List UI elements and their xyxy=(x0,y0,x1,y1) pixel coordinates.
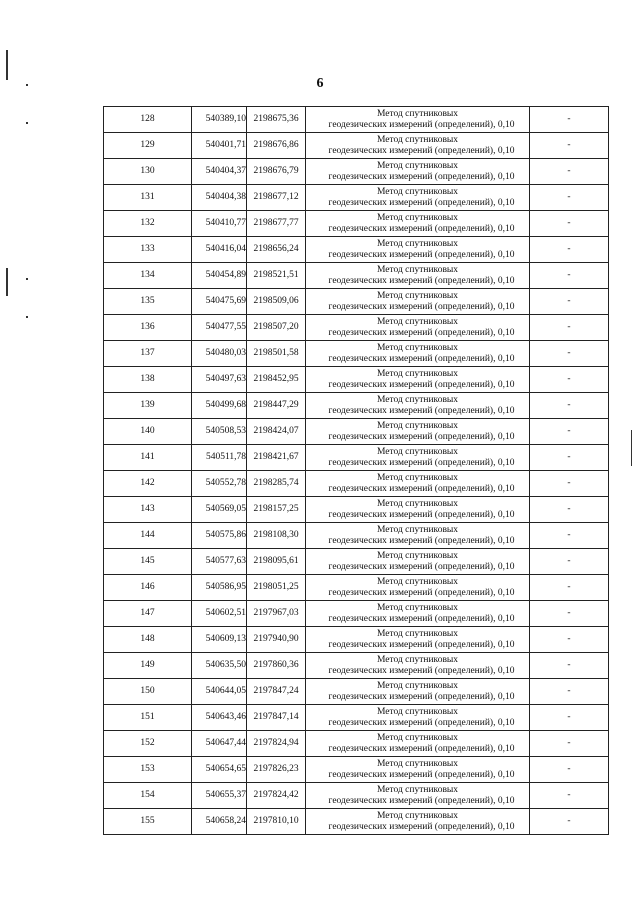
method-line-1: Метод спутниковых xyxy=(376,108,459,119)
point-number: 146 xyxy=(104,575,192,601)
coordinate-y: 2197826,23 xyxy=(247,757,306,783)
table-row xyxy=(104,601,609,627)
method-line-2: геодезических измерений (определений), 0,10 xyxy=(328,743,515,754)
point-number: 142 xyxy=(104,471,192,497)
method-cell xyxy=(306,497,530,523)
coordinate-x: 540655,37 xyxy=(192,783,247,809)
coordinate-y: 2198447,29 xyxy=(247,393,306,419)
coordinate-y: 2198509,06 xyxy=(247,289,306,315)
coordinate-x: 540602,51 xyxy=(192,601,247,627)
coordinate-y: 2198507,20 xyxy=(247,315,306,341)
point-number: 144 xyxy=(104,523,192,549)
table-row xyxy=(104,809,609,835)
method-line-1: Метод спутниковых xyxy=(376,394,459,405)
table-row xyxy=(104,575,609,601)
note-cell: - xyxy=(530,133,609,159)
coordinate-x: 540658,24 xyxy=(192,809,247,835)
table-row xyxy=(104,315,609,341)
table-row xyxy=(104,367,609,393)
method-line-1: Метод спутниковых xyxy=(376,654,459,665)
method-line-2: геодезических измерений (определений), 0,10 xyxy=(328,249,515,260)
point-number: 131 xyxy=(104,185,192,211)
table-row xyxy=(104,263,609,289)
method-line-2: геодезических измерений (определений), 0,10 xyxy=(328,613,515,624)
point-number: 140 xyxy=(104,419,192,445)
point-number: 130 xyxy=(104,159,192,185)
method-line-1: Метод спутниковых xyxy=(376,342,459,353)
note-cell: - xyxy=(530,523,609,549)
table-row xyxy=(104,471,609,497)
table-row xyxy=(104,185,609,211)
point-number: 134 xyxy=(104,263,192,289)
method-line-2: геодезических измерений (определений), 0,10 xyxy=(328,821,515,832)
method-cell xyxy=(306,133,530,159)
coordinate-x: 540569,05 xyxy=(192,497,247,523)
coordinate-x: 540480,03 xyxy=(192,341,247,367)
method-cell xyxy=(306,211,530,237)
method-line-2: геодезических измерений (определений), 0,10 xyxy=(328,275,515,286)
method-cell xyxy=(306,757,530,783)
point-number: 141 xyxy=(104,445,192,471)
coordinate-x: 540497,63 xyxy=(192,367,247,393)
method-line-2: геодезических измерений (определений), 0,10 xyxy=(328,717,515,728)
coordinate-x: 540635,50 xyxy=(192,653,247,679)
coordinate-y: 2197967,03 xyxy=(247,601,306,627)
note-cell: - xyxy=(530,575,609,601)
point-number: 129 xyxy=(104,133,192,159)
method-cell xyxy=(306,809,530,835)
coordinate-y: 2197847,14 xyxy=(247,705,306,731)
note-cell: - xyxy=(530,159,609,185)
coordinate-x: 540609,13 xyxy=(192,627,247,653)
method-line-2: геодезических измерений (определений), 0,10 xyxy=(328,301,515,312)
method-line-2: геодезических измерений (определений), 0,10 xyxy=(328,119,515,130)
note-cell: - xyxy=(530,211,609,237)
note-cell: - xyxy=(530,237,609,263)
method-line-2: геодезических измерений (определений), 0,10 xyxy=(328,223,515,234)
method-line-2: геодезических измерений (определений), 0,10 xyxy=(328,431,515,442)
coordinate-y: 2198676,86 xyxy=(247,133,306,159)
coordinate-y: 2198108,30 xyxy=(247,523,306,549)
table-row xyxy=(104,211,609,237)
method-line-1: Метод спутниковых xyxy=(376,264,459,275)
coordinate-x: 540404,38 xyxy=(192,185,247,211)
coordinate-x: 540577,63 xyxy=(192,549,247,575)
table-row xyxy=(104,705,609,731)
coordinate-x: 540401,71 xyxy=(192,133,247,159)
coordinate-y: 2198677,77 xyxy=(247,211,306,237)
note-cell: - xyxy=(530,341,609,367)
method-cell xyxy=(306,237,530,263)
coordinate-x: 540654,65 xyxy=(192,757,247,783)
method-line-2: геодезических измерений (определений), 0,10 xyxy=(328,197,515,208)
scan-dot xyxy=(26,278,28,280)
method-cell xyxy=(306,263,530,289)
note-cell: - xyxy=(530,549,609,575)
point-number: 154 xyxy=(104,783,192,809)
note-cell: - xyxy=(530,419,609,445)
method-line-2: геодезических измерений (определений), 0,10 xyxy=(328,587,515,598)
coordinate-y: 2198157,25 xyxy=(247,497,306,523)
coordinate-y: 2198677,12 xyxy=(247,185,306,211)
method-cell xyxy=(306,367,530,393)
method-line-2: геодезических измерений (определений), 0,10 xyxy=(328,353,515,364)
coordinate-y: 2198675,36 xyxy=(247,107,306,133)
method-line-1: Метод спутниковых xyxy=(376,732,459,743)
point-number: 155 xyxy=(104,809,192,835)
method-line-2: геодезических измерений (определений), 0,10 xyxy=(328,665,515,676)
coordinate-x: 540389,10 xyxy=(192,107,247,133)
method-line-1: Метод спутниковых xyxy=(376,498,459,509)
point-number: 148 xyxy=(104,627,192,653)
coordinate-y: 2197810,10 xyxy=(247,809,306,835)
note-cell: - xyxy=(530,809,609,835)
table-row xyxy=(104,523,609,549)
table-row xyxy=(104,627,609,653)
point-number: 152 xyxy=(104,731,192,757)
scan-dot xyxy=(26,316,28,318)
table-row xyxy=(104,107,609,133)
point-number: 143 xyxy=(104,497,192,523)
method-line-2: геодезических измерений (определений), 0,10 xyxy=(328,483,515,494)
method-line-1: Метод спутниковых xyxy=(376,420,459,431)
method-line-2: геодезических измерений (определений), 0,10 xyxy=(328,535,515,546)
coordinate-x: 540511,78 xyxy=(192,445,247,471)
table-row xyxy=(104,731,609,757)
method-cell xyxy=(306,419,530,445)
coordinate-y: 2197860,36 xyxy=(247,653,306,679)
page-number: 6 xyxy=(316,76,324,91)
method-cell xyxy=(306,185,530,211)
method-cell xyxy=(306,783,530,809)
point-number: 147 xyxy=(104,601,192,627)
coordinate-x: 540475,69 xyxy=(192,289,247,315)
table-row xyxy=(104,237,609,263)
method-line-1: Метод спутниковых xyxy=(376,602,459,613)
method-line-2: геодезических измерений (определений), 0,10 xyxy=(328,795,515,806)
note-cell: - xyxy=(530,679,609,705)
point-number: 153 xyxy=(104,757,192,783)
coordinate-y: 2198095,61 xyxy=(247,549,306,575)
method-cell xyxy=(306,653,530,679)
coordinate-y: 2198452,95 xyxy=(247,367,306,393)
note-cell: - xyxy=(530,731,609,757)
method-line-2: геодезических измерений (определений), 0,10 xyxy=(328,405,515,416)
note-cell: - xyxy=(530,471,609,497)
method-line-1: Метод спутниковых xyxy=(376,368,459,379)
method-cell xyxy=(306,289,530,315)
coordinate-y: 2198656,24 xyxy=(247,237,306,263)
note-cell: - xyxy=(530,263,609,289)
method-cell xyxy=(306,315,530,341)
coordinates-table-body xyxy=(104,107,609,835)
method-line-1: Метод спутниковых xyxy=(376,316,459,327)
method-cell xyxy=(306,575,530,601)
coordinate-x: 540644,05 xyxy=(192,679,247,705)
table-row xyxy=(104,341,609,367)
method-line-1: Метод спутниковых xyxy=(376,628,459,639)
coordinate-x: 540477,55 xyxy=(192,315,247,341)
point-number: 133 xyxy=(104,237,192,263)
method-line-1: Метод спутниковых xyxy=(376,758,459,769)
method-line-1: Метод спутниковых xyxy=(376,680,459,691)
point-number: 135 xyxy=(104,289,192,315)
coordinates-table xyxy=(103,106,609,835)
coordinate-x: 540499,68 xyxy=(192,393,247,419)
method-cell xyxy=(306,679,530,705)
coordinate-y: 2198421,67 xyxy=(247,445,306,471)
table-row xyxy=(104,289,609,315)
table-row xyxy=(104,445,609,471)
method-line-1: Метод спутниковых xyxy=(376,212,459,223)
coordinate-y: 2197824,94 xyxy=(247,731,306,757)
coordinate-x: 540508,53 xyxy=(192,419,247,445)
method-line-2: геодезических измерений (определений), 0,10 xyxy=(328,327,515,338)
coordinate-y: 2198285,74 xyxy=(247,471,306,497)
note-cell: - xyxy=(530,289,609,315)
note-cell: - xyxy=(530,653,609,679)
method-cell xyxy=(306,107,530,133)
point-number: 150 xyxy=(104,679,192,705)
method-cell xyxy=(306,705,530,731)
method-line-2: геодезических измерений (определений), 0,10 xyxy=(328,769,515,780)
table-row xyxy=(104,133,609,159)
method-line-1: Метод спутниковых xyxy=(376,160,459,171)
method-cell xyxy=(306,341,530,367)
coordinate-y: 2198676,79 xyxy=(247,159,306,185)
coordinate-y: 2197824,42 xyxy=(247,783,306,809)
method-cell xyxy=(306,627,530,653)
scan-margin-mark xyxy=(6,268,8,296)
coordinate-x: 540416,04 xyxy=(192,237,247,263)
point-number: 132 xyxy=(104,211,192,237)
method-cell xyxy=(306,523,530,549)
method-line-1: Метод спутниковых xyxy=(376,472,459,483)
coordinate-x: 540552,78 xyxy=(192,471,247,497)
point-number: 128 xyxy=(104,107,192,133)
note-cell: - xyxy=(530,783,609,809)
coordinate-x: 540410,77 xyxy=(192,211,247,237)
method-line-2: геодезических измерений (определений), 0,10 xyxy=(328,457,515,468)
point-number: 136 xyxy=(104,315,192,341)
method-line-2: геодезических измерений (определений), 0,10 xyxy=(328,145,515,156)
coordinate-y: 2197940,90 xyxy=(247,627,306,653)
point-number: 151 xyxy=(104,705,192,731)
table-row xyxy=(104,549,609,575)
point-number: 149 xyxy=(104,653,192,679)
table-row xyxy=(104,783,609,809)
note-cell: - xyxy=(530,497,609,523)
method-line-2: геодезических измерений (определений), 0,10 xyxy=(328,639,515,650)
method-line-1: Метод спутниковых xyxy=(376,290,459,301)
method-cell xyxy=(306,601,530,627)
table-row xyxy=(104,159,609,185)
coordinate-y: 2198521,51 xyxy=(247,263,306,289)
note-cell: - xyxy=(530,601,609,627)
coordinate-x: 540586,95 xyxy=(192,575,247,601)
coordinate-y: 2197847,24 xyxy=(247,679,306,705)
coordinate-x: 540575,86 xyxy=(192,523,247,549)
method-cell xyxy=(306,393,530,419)
note-cell: - xyxy=(530,705,609,731)
table-row xyxy=(104,653,609,679)
method-cell xyxy=(306,159,530,185)
coordinate-x: 540454,89 xyxy=(192,263,247,289)
method-line-1: Метод спутниковых xyxy=(376,524,459,535)
scan-dot xyxy=(26,122,28,124)
table-row xyxy=(104,497,609,523)
scan-margin-mark xyxy=(631,430,632,466)
note-cell: - xyxy=(530,367,609,393)
method-line-1: Метод спутниковых xyxy=(376,706,459,717)
method-line-1: Метод спутниковых xyxy=(376,784,459,795)
method-cell xyxy=(306,471,530,497)
note-cell: - xyxy=(530,757,609,783)
point-number: 145 xyxy=(104,549,192,575)
point-number: 138 xyxy=(104,367,192,393)
coordinate-x: 540643,46 xyxy=(192,705,247,731)
table-row xyxy=(104,757,609,783)
note-cell: - xyxy=(530,627,609,653)
note-cell: - xyxy=(530,393,609,419)
note-cell: - xyxy=(530,107,609,133)
method-cell xyxy=(306,445,530,471)
point-number: 139 xyxy=(104,393,192,419)
method-line-2: геодезических измерений (определений), 0,10 xyxy=(328,379,515,390)
method-line-1: Метод спутниковых xyxy=(376,446,459,457)
method-cell xyxy=(306,731,530,757)
note-cell: - xyxy=(530,315,609,341)
method-line-2: геодезических измерений (определений), 0,10 xyxy=(328,691,515,702)
method-cell xyxy=(306,549,530,575)
method-line-1: Метод спутниковых xyxy=(376,134,459,145)
coordinate-x: 540647,44 xyxy=(192,731,247,757)
point-number: 137 xyxy=(104,341,192,367)
coordinate-y: 2198051,25 xyxy=(247,575,306,601)
method-line-1: Метод спутниковых xyxy=(376,186,459,197)
method-line-2: геодезических измерений (определений), 0,10 xyxy=(328,561,515,572)
method-line-2: геодезических измерений (определений), 0,10 xyxy=(328,509,515,520)
method-line-1: Метод спутниковых xyxy=(376,810,459,821)
table-row xyxy=(104,393,609,419)
coordinate-y: 2198501,58 xyxy=(247,341,306,367)
method-line-1: Метод спутниковых xyxy=(376,576,459,587)
table-row xyxy=(104,419,609,445)
method-line-1: Метод спутниковых xyxy=(376,238,459,249)
note-cell: - xyxy=(530,445,609,471)
table-row xyxy=(104,679,609,705)
coordinate-x: 540404,37 xyxy=(192,159,247,185)
coordinate-y: 2198424,07 xyxy=(247,419,306,445)
method-line-1: Метод спутниковых xyxy=(376,550,459,561)
method-line-2: геодезических измерений (определений), 0,10 xyxy=(328,171,515,182)
note-cell: - xyxy=(530,185,609,211)
